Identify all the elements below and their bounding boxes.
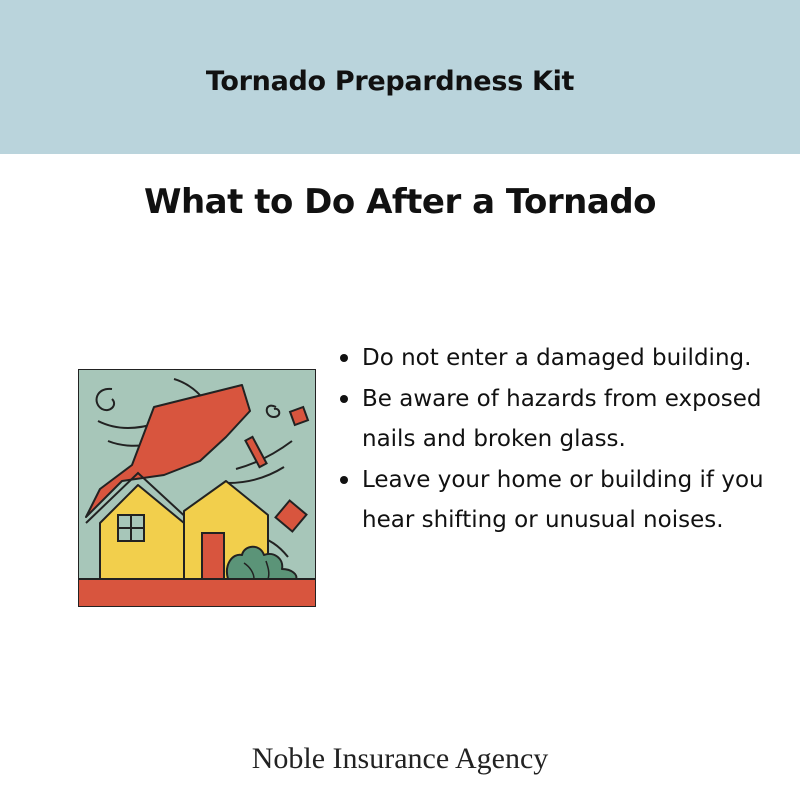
tip-text: Leave your home or building if you hear shifting or unusual noises. bbox=[362, 466, 764, 533]
header-banner bbox=[0, 0, 800, 154]
tip-text: Do not enter a damaged building. bbox=[362, 345, 752, 371]
bullet-icon bbox=[340, 476, 348, 484]
tips-list bbox=[334, 338, 784, 541]
tornado-damaged-house-icon bbox=[78, 369, 316, 607]
bullet-icon bbox=[340, 395, 348, 403]
ground-strip bbox=[78, 579, 316, 607]
page-title: What to Do After a Tornado bbox=[143, 182, 657, 222]
list-item bbox=[334, 338, 784, 379]
bullet-icon bbox=[340, 354, 348, 362]
door-icon bbox=[202, 533, 224, 579]
list-item bbox=[334, 379, 784, 460]
list-item bbox=[334, 460, 784, 541]
agency-name: Noble Insurance Agency bbox=[251, 742, 549, 775]
kit-title: Tornado Prepardness Kit bbox=[205, 66, 575, 97]
tip-text: Be aware of hazards from exposed nails and broken glass. bbox=[362, 385, 762, 452]
